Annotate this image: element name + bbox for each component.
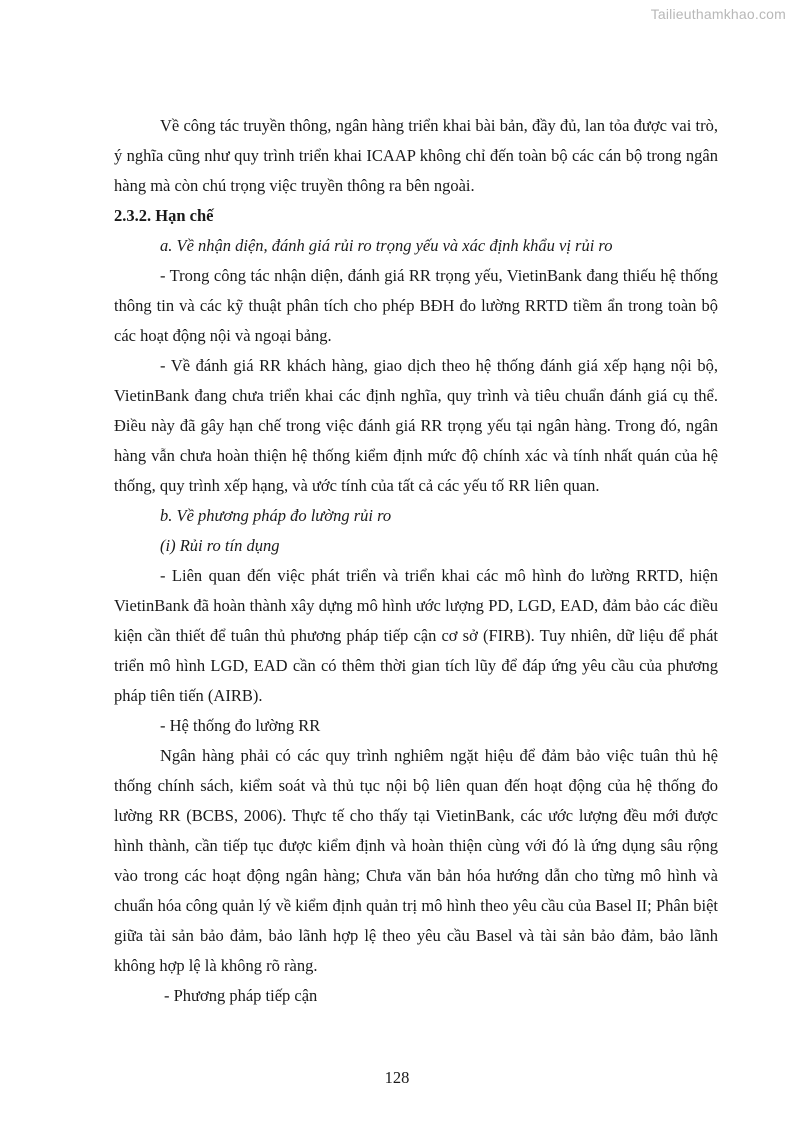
paragraph-communication: Về công tác truyền thông, ngân hàng triển khai bài bản, đầy đủ, lan tỏa được vai trò, ý nghĩa cũng như quy trình triển khai ICAAP không chỉ đến toàn bộ các cán bộ trong ngân hàng mà còn chú trọng việc truyền thông ra bên ngoài. — [114, 116, 718, 195]
section-heading: 2.3.2. Hạn chế — [114, 206, 214, 225]
paragraph-identification: - Trong công tác nhận diện, đánh giá RR trọng yếu, VietinBank đang thiếu hệ thống thông tin và các kỹ thuật phân tích cho phép BĐH đo lường RRTD tiềm ẩn trong toàn bộ các hoạt động nội và ngoại bảng. — [114, 266, 718, 345]
document-body — [114, 111, 718, 1011]
paragraph-customer-assessment: - Về đánh giá RR khách hàng, giao dịch theo hệ thống đánh giá xếp hạng nội bộ, VietinBank đang chưa triển khai các định nghĩa, quy trình và tiêu chuẩn đánh giá cụ thể. Điều này đã gây hạn chế trong việc đánh giá RR trọng yếu tại ngân hàng. Trong đó, ngân hàng vẫn chưa hoàn thiện hệ thống kiểm định mức độ chính xác và tính nhất quán của hệ thống, quy trình xếp hạng, và ước tính của tất cả các yếu tố RR liên quan. — [114, 356, 718, 495]
paragraph-approach-label: - Phương pháp tiếp cận — [164, 986, 318, 1005]
subheading-b: b. Về phương pháp đo lường rủi ro — [160, 506, 392, 525]
subheading-a: a. Về nhận diện, đánh giá rủi ro trọng yếu và xác định khẩu vị rủi ro — [160, 236, 613, 255]
subheading-credit-risk: (i) Rủi ro tín dụng — [160, 536, 280, 555]
paragraph-measurement-system: Ngân hàng phải có các quy trình nghiêm ngặt hiệu để đảm bảo việc tuân thủ hệ thống chính sách, kiểm soát và thủ tục nội bộ liên quan đến hoạt động của hệ thống đo lường RR (BCBS, 2006). Thực tế cho thấy tại VietinBank, các ước lượng đều mới được hình thành, cần tiếp tục được kiểm định và hoàn thiện cùng với đó là ứng dụng sâu rộng vào trong các hoạt động ngân hàng; Chưa văn bản hóa hướng dẫn cho từng mô hình và chuẩn hóa công quản lý về kiểm định quản trị mô hình theo yêu cầu của Basel II; Phân biệt giữa tài sản bảo đảm, bảo lãnh hợp lệ theo yêu cầu Basel và tài sản bảo đảm, bảo lãnh không hợp lệ là không rõ ràng. — [114, 746, 718, 975]
watermark-text: Tailieuthamkhao.com — [650, 6, 786, 22]
paragraph-measurement-system-label: - Hệ thống đo lường RR — [160, 716, 321, 735]
paragraph-model-development: - Liên quan đến việc phát triển và triển khai các mô hình đo lường RRTD, hiện VietinBank đã hoàn thành xây dựng mô hình ước lượng PD, LGD, EAD, đảm bảo các điều kiện cần thiết để tuân thủ phương pháp tiếp cận cơ sở (FIRB). Tuy nhiên, dữ liệu để phát triển mô hình LGD, EAD cần có thêm thời gian tích lũy để đáp ứng yêu cầu của phương pháp tiên tiến (AIRB). — [114, 566, 718, 705]
page-number: 128 — [384, 1068, 410, 1087]
